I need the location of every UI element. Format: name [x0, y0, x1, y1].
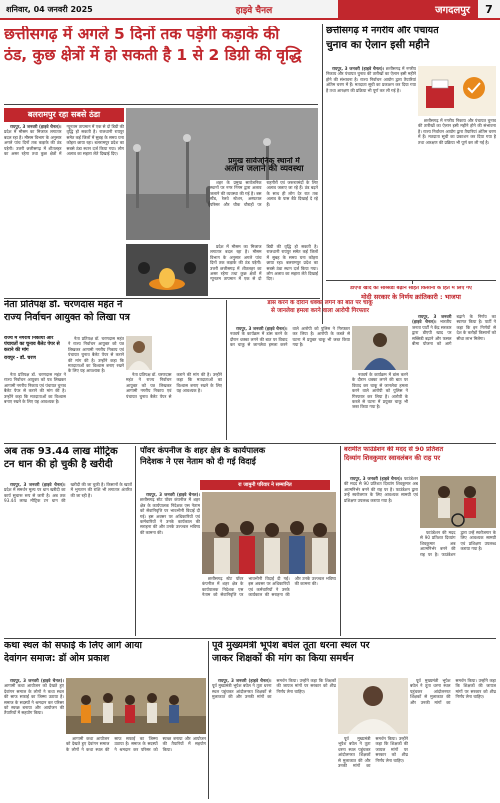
panchayat-body [326, 66, 416, 216]
dps-text: भारतीय जनता पार्टी ने केंद्र सरकार द्वारा डीएपी खाद पर सब्सिडी बढ़ाने और फसल बीमा योजना को आगे बढ़ाने के निर्णय का स्वागत किया है। पार्टी ने कहा कि इन निर्णयों से देश के करोड़ों किसानों को सीधा लाभ मिलेगा। [412, 314, 496, 347]
baghel-body-a [212, 678, 336, 800]
wheelchair-image [420, 476, 496, 528]
dps-headline-line1: डीएपी खाद की सब्सिडी बढ़ाने सहित किसानों के हित में लिए गए [350, 286, 472, 291]
mahant-side-text1: राज्य में नगरीय निकायों और पंचायतों का चुनाव बैलेट पेपर से कराने की मांग [4, 336, 60, 353]
baghel-text-b: पूर्व मुख्यमंत्री भूपेश बघेल ने तूता धरना स्थल पहुंचकर आंदोलनरत शिक्षकों से मुलाकात की और उनकी मांगों का समर्थन किया। उन्होंने कहा कि शिक्षकों की जायज मांगों पर सरकार को शीघ्र निर्णय लेना चाहिए। [338, 736, 408, 769]
divider [326, 280, 496, 281]
baghel-body-c [410, 678, 496, 800]
mahant-text-c: नेता प्रतिपक्ष डॉ. चरणदास महंत ने राज्य निर्वाचन आयुक्त को पत्र लिखकर आगामी नगरीय निकाय एवं पंचायत चुनाव बैलेट पेपर से कराने की मांग की है। उन्होंने कहा कि मतदाताओं का विश्वास बनाए रखने के लिए यह आवश्यक है। [126, 372, 222, 399]
divider [4, 443, 496, 444]
power-dateline: रायपुर, 3 जनवरी (हाइवे चैनल)। [146, 492, 200, 497]
middle-headline-line2: से जानलेवा हमला करने वाला आरोपी गिरफ्तार [271, 308, 369, 315]
dhan-headline-line1: अब तक 93.44 लाख मीट्रिक [4, 446, 118, 457]
lead-headline-line1: छत्तीसगढ़ में अगले 5 दिनों तक पड़ेगी कड़ाके की [4, 26, 280, 43]
alav-headline-block [210, 157, 318, 179]
lead-text-cont: प्रदेश में मौसम का मिजाज लगातार बदल रहा है। मौसम विभाग के अनुसार अगले पांच दिनों तक कड़ाके की ठंड पड़ेगी। उत्तरी छत्तीसगढ़ में शीतलहर का असर रहेगा तथा कुछ क्षेत्रों में न्यूनतम तापमान में एक से दो डिग्री की वृद्धि हो सकती है। राजधानी रायपुर समेत कई जिलों में सुबह के समय घना कोहरा छाया रहा। बलरामपुर प्रदेश का सबसे ठंडा स्थान दर्ज किया गया। लोग अलाव का सहारा लेते दिखाई दिए। [210, 244, 318, 282]
dps-body [412, 314, 496, 440]
power-body-a [140, 492, 200, 632]
panchayat-headline-line1: छत्तीसगढ़ में नगरीय और पंचायत [326, 26, 439, 36]
panchayat-dateline: रायपुर, 3 जनवरी (हाइवे चैनल)। [332, 66, 385, 71]
farewell-photo [202, 492, 336, 574]
column-divider [135, 446, 136, 636]
power-headline-line2: निदेशक ने एस नेताम को दी गई विदाई [140, 456, 256, 467]
cleaning-group-image [66, 678, 206, 734]
dhan-text: प्रदेश में समर्थन मूल्य पर धान खरीदी का कार्य सुचारू रूप से जारी है। अब तक 93.44 लाख मीट्रिक टन धान की खरीदी की जा चुकी है। किसानों के खातों में भुगतान की राशि भी लगातार अंतरित की जा रही है। [4, 482, 132, 504]
dhan-headline-line2: टन धान की हो चुकी है खरीदी [4, 459, 113, 471]
divider [4, 104, 318, 105]
column-divider [226, 300, 227, 440]
mahant-side-text2: रायपुर - डॉ. चरण [4, 356, 36, 361]
power-band: रा जामुनी परिवार ने सम्मानित [200, 480, 330, 490]
column-divider [208, 641, 209, 799]
lead-headline-line2: ठंड, कुछ क्षेत्रों में हो सकती है 1 से 2 डिग्री की वृद्धि [4, 46, 302, 65]
column-divider [340, 446, 341, 636]
mahant-body-c [126, 372, 222, 440]
panchayat-body-cont [418, 118, 496, 278]
divider [4, 638, 496, 639]
mahant-text-b: नेता प्रतिपक्ष डॉ. चरणदास महंत ने राज्य निर्वाचन आयुक्त को पत्र लिखकर आगामी नगरीय निकाय एवं पंचायत चुनाव बैलेट पेपर से कराने की मांग की है। उन्होंने कहा कि मतदाताओं का विश्वास बनाए रखने के लिए यह आवश्यक है। [68, 336, 124, 374]
alav-body [210, 180, 318, 242]
middle-headline-line1: डांस करने के दौरान धक्का लगने को बात पर चाकू [267, 300, 373, 306]
dhan-body [4, 482, 132, 632]
baghel-headline-line2: जाकर शिक्षकों की मांग का किया समर्थन [212, 652, 354, 664]
ballot-illustration-icon [418, 66, 496, 116]
masthead-bar [0, 0, 500, 20]
foundation-body-b [420, 530, 496, 632]
katha-body-b [66, 736, 206, 800]
foundation-text-b: फाउंडेशन की मदद से 90 प्रतिशत दिव्यांग शिवकुमार अब आत्मनिर्भर बनने की राह पर है। फाउंडेशन द्वारा उन्हें स्वरोजगार के लिए आवश्यक सामग्री एवं प्रशिक्षण उपलब्ध कराया गया है। [420, 530, 496, 557]
katha-headline-block [4, 641, 204, 675]
alav-text: शहर के प्रमुख सार्वजनिक स्थानों पर नगर निगम द्वारा अलाव जलाने की व्यवस्था की गई है। बस स्टैंड, रेलवे स्टेशन, अस्पताल परिसर और चौक चौराहों पर राहगीरों एवं जरूरतमंदों के लिए अलाव जलाए जा रहे हैं। ठंड बढ़ने के साथ ही लोग देर रात तक अलाव के पास बैठे दिखाई दे रहे हैं। [210, 180, 318, 207]
katha-text-b: आगामी कथा आयोजन को देखते हुए देवांगन समाज के लोगों ने कथा स्थल की साफ सफाई का जिम्मा उठाया है। समाज के सदस्यों ने श्रमदान कर परिसर को स्वच्छ बनाया और आयोजन की तैयारियों में सहयोग किया। [66, 736, 206, 752]
baghel-photo [338, 678, 408, 734]
election-logo-photo [418, 66, 496, 116]
middle-body-cont [352, 372, 408, 440]
katha-headline-line2: देवांगन समाज: डॉ ओम प्रकाश [4, 652, 110, 664]
foundation-headline-block [344, 446, 496, 474]
newspaper-name: हाइवे चैनल [235, 5, 273, 16]
foundation-headline-line1: बरामीत फाउंडेशन की मदद से 90 प्रतिशत [344, 446, 444, 453]
katha-headline-line1: कथा स्थल की सफाई के लिए आगे आया [4, 641, 142, 651]
panchayat-text: छत्तीसगढ़ में नगरीय निकाय और पंचायत चुनाव की तारीखों का ऐलान इसी महीने होने की संभावना है। राज्य निर्वाचन आयोग द्वारा तैयारियां अंतिम चरण में हैं। मतदाता सूची का प्रकाशन कर दिया गया है तथा आरक्षण की प्रक्रिया भी पूर्ण कर ली गई है। [326, 66, 416, 93]
dps-headline-block [326, 286, 496, 312]
power-headline-line1: पॉवर कंपनीज के शहर क्षेत्र के कार्यपालक [140, 446, 266, 455]
bonfire-image [126, 244, 208, 296]
baghel-headline-line1: पूर्व मुख्यमंत्री भूपेश बघेल तूता धरना स्थल पर [212, 641, 370, 651]
mahant-photo [126, 336, 152, 370]
divider [4, 298, 320, 299]
person-portrait-icon [126, 336, 152, 370]
middle-dateline: रायपुर, 3 जनवरी (हाइवे चैनल)। [236, 326, 288, 331]
mahant-body-a [4, 372, 66, 440]
dhan-dateline: रायपुर, 3 जनवरी (हाइवे चैनल)। [10, 482, 66, 487]
column-divider [322, 24, 323, 324]
panchayat-headline-block [326, 26, 496, 64]
katha-body-a [4, 678, 64, 800]
baghel-body-b [338, 736, 408, 800]
mahant-text-a: नेता प्रतिपक्ष डॉ. चरणदास महंत ने राज्य निर्वाचन आयुक्त को पत्र लिखकर आगामी नगरीय निकाय एवं पंचायत चुनाव बैलेट पेपर से कराने की मांग की है। उन्होंने कहा कि मतदाताओं का विश्वास बनाए रखने के लिए यह आवश्यक है। [4, 372, 66, 405]
leader-portrait-icon [338, 678, 408, 734]
middle-body [230, 326, 350, 440]
city-name: जगदलपुर [338, 0, 478, 18]
accused-image [352, 326, 408, 370]
dps-dateline: रायपुर, 3 जनवरी (हाइवे चैनल)। [412, 314, 452, 325]
bonfire-photo [126, 244, 208, 296]
dhan-headline-block [4, 446, 132, 480]
foundation-headline-line2: दिव्यांग शिवकुमार स्वावलंबन की राह पर [344, 454, 441, 463]
katha-dateline: रायपुर, 3 जनवरी (हाइवे चैनल)। [10, 678, 64, 683]
group-photo-image [202, 492, 336, 574]
power-text-b: छत्तीसगढ़ स्टेट पॉवर कंपनीज में शहर क्षेत्र के कार्यपालक निदेशक एस नेताम को सेवानिवृत्ति पर भावभीनी विदाई दी गई। इस अवसर पर अधिकारियों एवं कर्मचारियों ने उनके कार्यकाल की सराहना की और उनके उज्ज्वल भविष्य की कामना की। [202, 576, 336, 598]
mahant-headline-block [4, 300, 224, 334]
katha-text: आगामी कथा आयोजन को देखते हुए देवांगन समाज के लोगों ने कथा स्थल की साफ सफाई का जिम्मा उठाया है। समाज के सदस्यों ने श्रमदान कर परिसर को स्वच्छ बनाया और आयोजन की तैयारियों में सहयोग किया। [4, 683, 64, 716]
foundation-photo [420, 476, 496, 528]
mahant-headline-line2: राज्य निर्वाचन आयुक्त को लिखा पत्र [4, 311, 130, 323]
page-number: 7 [485, 2, 493, 16]
mahant-sidebar [4, 336, 66, 370]
power-body-b [202, 576, 336, 634]
dps-headline-line2: मोदी सरकार के निर्णय क्रांतिकारी : भाजपा [361, 292, 461, 301]
baghel-text: पूर्व मुख्यमंत्री भूपेश बघेल ने तूता धरना स्थल पहुंचकर आंदोलनरत शिक्षकों से मुलाकात की और उनकी मांगों का समर्थन किया। उन्होंने कहा कि शिक्षकों की जायज मांगों पर सरकार को शीघ्र निर्णय लेना चाहिए। [212, 678, 336, 700]
power-text: छत्तीसगढ़ स्टेट पॉवर कंपनीज में शहर क्षेत्र के कार्यपालक निदेशक एस नेताम को सेवानिवृत्ति पर भावभीनी विदाई दी गई। इस अवसर पर अधिकारियों एवं कर्मचारियों ने उनके कार्यकाल की सराहना की और उनके उज्ज्वल भविष्य की कामना की। [140, 497, 200, 535]
baghel-text-c: पूर्व मुख्यमंत्री भूपेश बघेल ने तूता धरना स्थल पहुंचकर आंदोलनरत शिक्षकों से मुलाकात की और उनकी मांगों का समर्थन किया। उन्होंने कहा कि शिक्षकों की जायज मांगों पर सरकार को शीघ्र निर्णय लेना चाहिए। [410, 678, 496, 705]
accused-photo [352, 326, 408, 370]
middle-text-cont: नववर्ष के कार्यक्रम में डांस करने के दौरान धक्का लगने की बात पर विवाद कर चाकू से जानलेवा हमला करने वाले आरोपी को पुलिस ने गिरफ्तार कर लिया है। आरोपी के कब्जे से घटना में प्रयुक्त चाकू भी जब्त किया गया है। [352, 372, 408, 410]
alav-headline-line2: अलाव जलाने की व्यवस्था [224, 164, 304, 175]
mahant-body-b [68, 336, 124, 440]
lead-body [4, 124, 124, 294]
lead-headline-block [4, 26, 318, 104]
foundation-body-a [344, 476, 418, 632]
foundation-dateline: रायपुर, 3 जनवरी (हाइवे चैनल)। [350, 476, 403, 481]
panchayat-headline-line2: चुनाव का ऐलान इसी महीने [326, 38, 430, 51]
lead-text: प्रदेश में मौसम का मिजाज लगातार बदल रहा है। मौसम विभाग के अनुसार अगले पांच दिनों तक कड़ाके की ठंड पड़ेगी। उत्तरी छत्तीसगढ़ में शीतलहर का असर रहेगा तथा कुछ क्षेत्रों में न्यूनतम तापमान में एक से दो डिग्री की वृद्धि हो सकती है। राजधानी रायपुर समेत कई जिलों में सुबह के समय घना कोहरा छाया रहा। बलरामपुर प्रदेश का सबसे ठंडा स्थान दर्ज किया गया। लोग अलाव का सहारा लेते दिखाई दिए। [4, 124, 124, 157]
lead-body-cont [210, 244, 318, 296]
foundation-text: फाउंडेशन की मदद से 90 प्रतिशत दिव्यांग शिवकुमार अब आत्मनिर्भर बनने की राह पर है। फाउंडेशन द्वारा उन्हें स्वरोजगार के लिए आवश्यक सामग्री एवं प्रशिक्षण उपलब्ध कराया गया है। [344, 476, 418, 503]
middle-text: नववर्ष के कार्यक्रम में डांस करने के दौरान धक्का लगने की बात पर विवाद कर चाकू से जानलेवा हमला करने वाले आरोपी को पुलिस ने गिरफ्तार कर लिया है। आरोपी के कब्जे से घटना में प्रयुक्त चाकू भी जब्त किया गया है। [230, 326, 350, 348]
katha-photo [66, 678, 206, 734]
mahant-headline-line1: नेता प्रतिपक्ष डॉ. चरणदास महंत ने [4, 300, 123, 310]
baghel-headline-block [212, 641, 496, 675]
panchayat-text-cont: छत्तीसगढ़ में नगरीय निकाय और पंचायत चुनाव की तारीखों का ऐलान इसी महीने होने की संभावना है। राज्य निर्वाचन आयोग द्वारा तैयारियां अंतिम चरण में हैं। मतदाता सूची का प्रकाशन कर दिया गया है तथा आरक्षण की प्रक्रिया भी पूर्ण कर ली गई है। [418, 118, 496, 145]
alav-headline-line1: प्रमुख सार्वजनिक स्थानों में [228, 157, 300, 165]
edition-date: शनिवार, 04 जनवरी 2025 [6, 4, 93, 14]
baghel-dateline: रायपुर, 3 जनवरी (हाइवे चैनल)। [218, 678, 272, 683]
power-headline-block [140, 446, 336, 480]
lead-dateline: रायपुर, 3 जनवरी (हाइवे चैनल)। [10, 124, 62, 129]
lead-subhead: बलरामपुर रहा सबसे ठंडा [4, 108, 124, 122]
